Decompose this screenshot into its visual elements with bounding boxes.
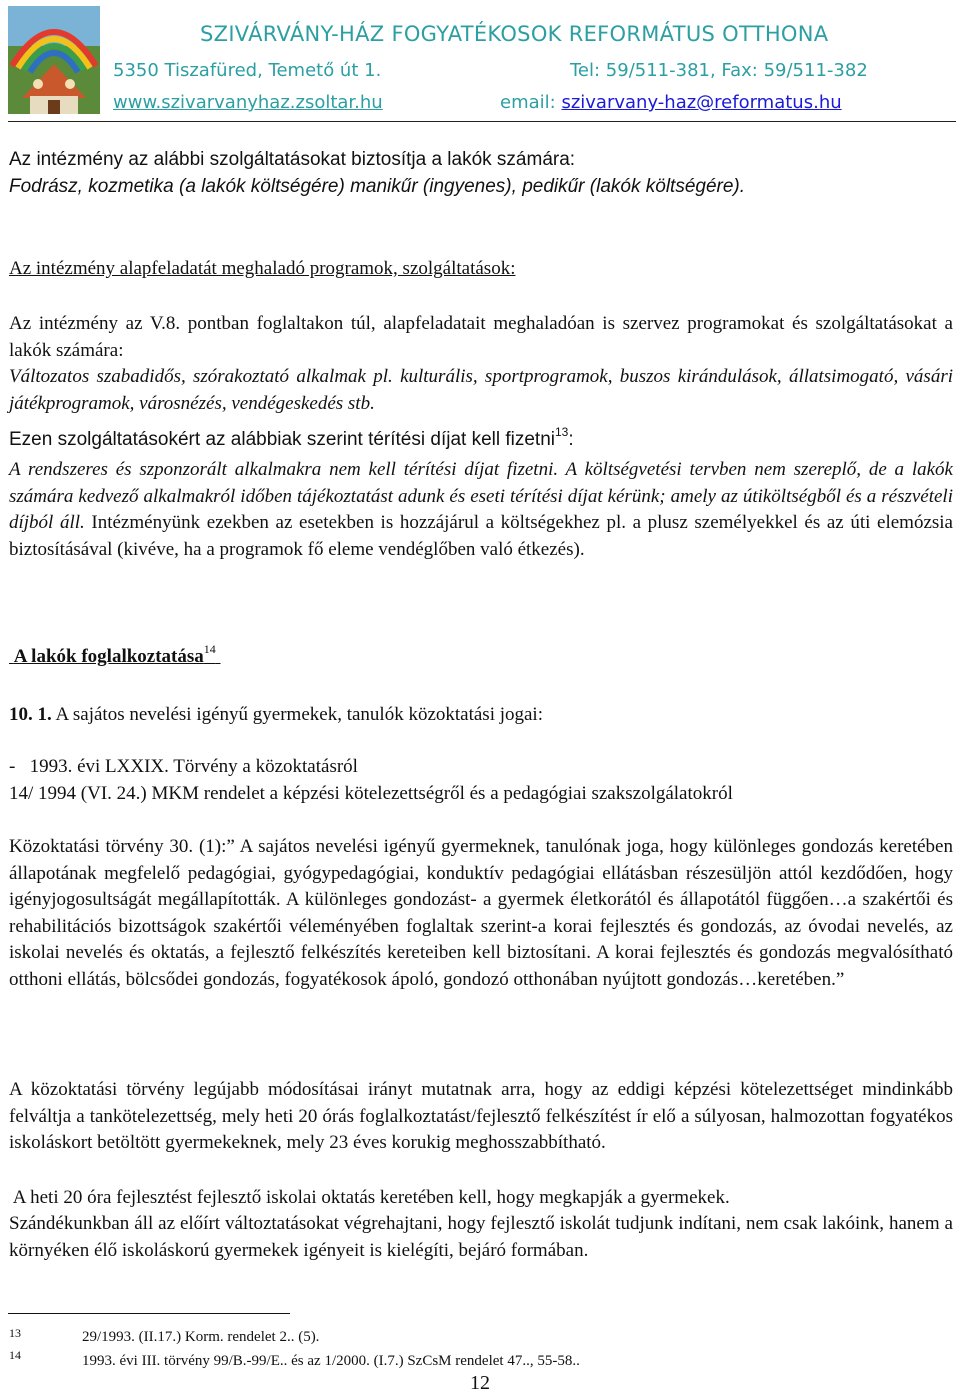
footnote-13-number: 13	[9, 1326, 21, 1340]
subsection-heading	[9, 702, 543, 729]
para3-colon: :	[568, 429, 574, 450]
para3-text: Ezen szolgáltatásokért az alábbiak szerint térítési díjat kell fizetni	[9, 429, 555, 450]
section1-para-2: Változatos szabadidős, szórakoztató alkalmak pl. kulturális, sportprogramok, buszos kirándulások, állatsimogató, vásári játékprogramok, városnézés, vendégeskedés stb.	[9, 366, 953, 414]
section2-para-4: Szándékunkban áll az előírt változtatásokat végrehajtani, hogy fejlesztő iskolát tudjunk indítani, nem csak lakóink, hanem a környéken élő iskoláskorú gyermekek igényeit is kielégíti, bejáró formában.	[9, 1213, 953, 1261]
subsection-title: A sajátos nevelési igényű gyermekek, tanulók közoktatási jogai:	[51, 704, 543, 725]
intro-line-2: Fodrász, kozmetika (a lakók költségére) manikűr (ingyenes), pedikűr (lakók költségére).	[9, 176, 746, 197]
footnote-ref-13[interactable]: 13	[555, 424, 569, 439]
house-rainbow-logo-icon	[8, 6, 100, 114]
footnote-14-text: 1993. évi III. törvény 99/B.-99/E.. és az 1/2000. (I.7.) SzCsM rendelet 47.., 55-58..	[82, 1353, 580, 1369]
institution-name: SZIVÁRVÁNY-HÁZ FOGYATÉKOSOK REFORMÁTUS OTTHONA	[200, 22, 829, 46]
website-url[interactable]: www.szivarvanyhaz.zsoltar.hu	[113, 92, 383, 113]
email-line	[500, 92, 842, 113]
email-label: email:	[500, 92, 556, 113]
phone-fax: Tel: 59/511-381, Fax: 59/511-382	[570, 60, 868, 81]
section2-para-1: Közoktatási törvény 30. (1):” A sajátos nevelési igényű gyermeknek, tanulónak joga, hogy különleges gondozás keretében állapotának megfelelő pedagógiai, gyógypedagógiai, konduktív pedagógiai ellátásban részesüljön attól kezdődően, hogy igényjogosultságát megállapították. A különleges gondozást- a gyermek életkorától és állapotától függően…a szakértői és rehabilitációs bizottságok szakértői véleményében foglaltak szerint-a korai fejlesztés és gondozás, az óvodai nevelés, az iskolai nevelés és oktatás, a fejlesztő felkészítés kereteiben kell biztosítani. A korai fejlesztés és gondozás megvalósítható otthoni ellátás, bölcsődei gondozás, fogyatékosok ápoló, gondozó otthonában nyújtott gondozás…keretében.”	[9, 836, 953, 990]
address: 5350 Tiszafüred, Temető út 1.	[113, 60, 382, 81]
page-number: 12	[470, 1372, 490, 1394]
section2-heading-text: A lakók foglalkoztatása	[13, 646, 204, 667]
header-divider	[8, 121, 956, 122]
footnote-ref-14[interactable]: 14	[203, 641, 216, 656]
footnote-14-number: 14	[9, 1348, 21, 1362]
section1-para-3	[9, 424, 574, 454]
section2-para-3: A heti 20 óra fejlesztést fejlesztő iskolai oktatás keretében kell, hogy megkapják a gyermekek.	[9, 1187, 730, 1208]
section1-para-4	[9, 457, 953, 563]
footnote-13-text: 29/1993. (II.17.) Korm. rendelet 2.. (5).	[82, 1329, 320, 1345]
subsection-number: 10. 1.	[9, 704, 52, 725]
para4-normal: Intézményünk ezekben az esetekben is hozzájárul a költségekhez pl. a plusz személyekkel és az úti elemózsia biztosításával (kivéve, ha a programok fő eleme vendéglőben való étkezés).	[9, 512, 953, 560]
section1-para-1: Az intézmény az V.8. pontban foglaltakon túl, alapfeladatait meghaladóan is szervez programokat és szolgáltatásokat a lakók számára:	[9, 313, 953, 361]
section2-para-2: A közoktatási törvény legújabb módosításai irányt mutatnak arra, hogy az eddigi képzési kötelezettséget mindinkább felváltja a tankötelezettség, mely heti 20 órás foglalkoztatást/fejlesztő felkészítést ír elő a súlyosan, halmozottan fogyatékos iskoláskort betöltött gyermekeknek, mely 23 éves korukig meghosszabbítható.	[9, 1079, 953, 1153]
intro-line-1: Az intézmény az alábbi szolgáltatásokat biztosítja a lakók számára:	[9, 149, 576, 170]
email-link[interactable]: szivarvany-haz@reformatus.hu	[561, 92, 842, 113]
footnote-divider	[8, 1313, 290, 1314]
law-item-1: - 1993. évi LXXIX. Törvény a közoktatásról	[9, 756, 358, 777]
law-item-2: 14/ 1994 (VI. 24.) MKM rendelet a képzési kötelezettségről és a pedagógiai szakszolgálatokról	[9, 783, 733, 804]
website-link[interactable]	[113, 92, 383, 113]
para4-italic: A rendszeres és szponzorált alkalmakra nem kell térítési díjat fizetni. A költségvetési tervben nem szereplő, de a lakók számára kedvező alkalmakról időben tájékoztatást adunk és eseti térítési díjat kérünk; amely az útiköltségből és a részvételi díjból áll.	[9, 459, 953, 533]
section1-heading: Az intézmény alapfeladatát meghaladó programok, szolgáltatások:	[9, 258, 516, 279]
section2-heading	[9, 641, 221, 671]
letterhead	[0, 0, 960, 122]
